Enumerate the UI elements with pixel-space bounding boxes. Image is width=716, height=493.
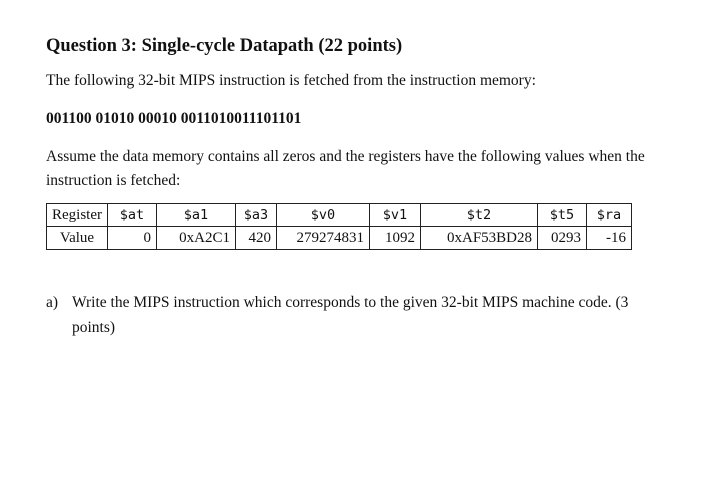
register-name-t2: $t2 [421,204,538,227]
register-value-v0: 279274831 [277,227,370,250]
question-a [46,290,666,340]
register-row [47,204,632,227]
register-name-a1: $a1 [157,204,236,227]
register-value-a3: 420 [236,227,277,250]
register-value-v1: 1092 [370,227,421,250]
register-value-a1: 0xA2C1 [157,227,236,250]
register-value-at: 0 [108,227,157,250]
value-row [47,227,632,250]
intro-text: The following 32-bit MIPS instruction is fetched from the instruction memory: [46,72,536,89]
question-a-text: Write the MIPS instruction which corresponds to the given 32-bit MIPS machine code. (3 points) [72,294,629,336]
register-row-header: Register [47,204,108,227]
register-name-v1: $v1 [370,204,421,227]
register-value-t5: 0293 [538,227,587,250]
register-name-at: $at [108,204,157,227]
register-name-a3: $a3 [236,204,277,227]
register-name-v0: $v0 [277,204,370,227]
assumption-text: Assume the data memory contains all zeros and the registers have the following values when the instruction is fetched: [46,148,645,189]
binary-instruction: 001100 01010 00010 0011010011101101 [46,110,302,127]
register-table [46,203,632,250]
question-title: Question 3: Single-cycle Datapath (22 points) [46,36,403,56]
register-value-t2: 0xAF53BD28 [421,227,538,250]
question-a-label: a) [46,294,59,311]
register-name-t5: $t5 [538,204,587,227]
register-value-ra: -16 [587,227,632,250]
value-row-header: Value [47,227,108,250]
register-name-ra: $ra [587,204,632,227]
